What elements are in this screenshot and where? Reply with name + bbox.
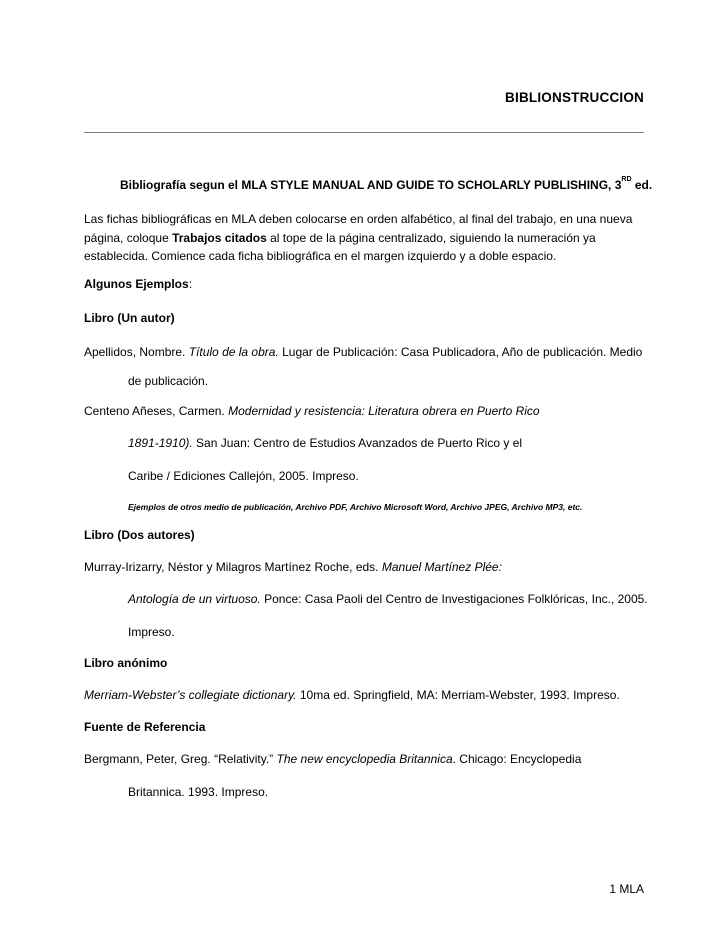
intro-bold: Trabajos citados bbox=[172, 230, 267, 245]
citation-example-murray bbox=[84, 560, 502, 574]
bergmann-title: The new encyclopedia Britannica bbox=[276, 752, 453, 766]
examples-heading-colon: : bbox=[188, 277, 193, 291]
template-authors: Apellidos, Nombre. bbox=[84, 345, 189, 359]
citation-example-centeno-line3: Caribe / Ediciones Callejón, 2005. Impreso. bbox=[128, 469, 359, 483]
merriam-publication: 10ma ed. Springfield, MA: Merriam-Webster, 1993. Impreso. bbox=[296, 688, 620, 702]
centeno-title-cont: 1891-1910). bbox=[128, 436, 193, 450]
murray-title: Manuel Martínez Plée: bbox=[381, 560, 502, 574]
citation-example-centeno bbox=[84, 404, 540, 418]
citation-template-continuation: de publicación. bbox=[128, 374, 209, 388]
merriam-title: Merriam-Webster’s collegiate dictionary. bbox=[84, 688, 297, 702]
citation-example-bergmann bbox=[84, 752, 581, 766]
subtitle-text: Bibliografía segun el MLA STYLE MANUAL AND GUIDE TO SCHOLARLY PUBLISHING, 3 bbox=[120, 178, 622, 192]
centeno-title: Modernidad y resistencia: Literatura obrera en Puerto Rico bbox=[228, 404, 540, 418]
murray-authors: Murray-Irizarry, Néstor y Milagros Martínez Roche, eds. bbox=[84, 560, 382, 574]
intro-paragraph bbox=[84, 210, 654, 266]
subtitle-tail: ed. bbox=[631, 178, 653, 192]
document-subtitle bbox=[120, 178, 652, 192]
examples-heading bbox=[84, 277, 192, 291]
bergmann-author: Bergmann, Peter, Greg. “Relativity.” bbox=[84, 752, 277, 766]
page-number: 1 MLA bbox=[609, 882, 644, 896]
citation-example-murray-line2 bbox=[128, 592, 648, 606]
citation-template-line bbox=[84, 345, 642, 359]
citation-example-bergmann-line2: Britannica. 1993. Impreso. bbox=[128, 785, 269, 799]
bergmann-publication: . Chicago: Encyclopedia bbox=[452, 752, 582, 766]
intro-part2: al tope de la página centralizado, siguiendo la numeración ya establecida. Comience cada ficha bibliográfica en el margen izquierdo y a doble espacio. bbox=[84, 230, 596, 263]
section-heading-libro-un-autor: Libro (Un autor) bbox=[84, 311, 175, 325]
murray-title-cont: Antología de un virtuoso. bbox=[128, 592, 261, 606]
section-heading-libro-anonimo: Libro anónimo bbox=[84, 656, 168, 670]
citation-example-centeno-line2 bbox=[128, 436, 522, 450]
section-heading-libro-dos-autores: Libro (Dos autores) bbox=[84, 528, 195, 542]
header-divider bbox=[84, 132, 644, 133]
page-header-title: BIBLIONSTRUCCION bbox=[505, 90, 644, 105]
section-heading-fuente-referencia: Fuente de Referencia bbox=[84, 720, 206, 734]
citation-example-murray-line3: Impreso. bbox=[128, 625, 175, 639]
publication-medium-examples: Ejemplos de otros medio de publicación, Archivo PDF, Archivo Microsoft Word, Archivo JPEG, Archivo MP3, etc. bbox=[128, 502, 583, 512]
template-title: Título de la obra. bbox=[188, 345, 279, 359]
citation-example-merriam bbox=[84, 688, 620, 702]
examples-heading-bold: Algunos Ejemplos bbox=[84, 277, 189, 291]
template-publication: Lugar de Publicación: Casa Publicadora, Año de publicación. Medio bbox=[278, 345, 643, 359]
murray-publication: Ponce: Casa Paoli del Centro de Investigaciones Folklóricas, Inc., 2005. bbox=[260, 592, 648, 606]
intro-part1: Las fichas bibliográficas en MLA deben colocarse en orden alfabético, al final del trabajo, en una nueva página, coloque bbox=[84, 212, 633, 245]
subtitle-superscript: RD bbox=[621, 176, 632, 183]
centeno-author: Centeno Añeses, Carmen. bbox=[84, 404, 229, 418]
centeno-publication: San Juan: Centro de Estudios Avanzados de Puerto Rico y el bbox=[192, 436, 523, 450]
